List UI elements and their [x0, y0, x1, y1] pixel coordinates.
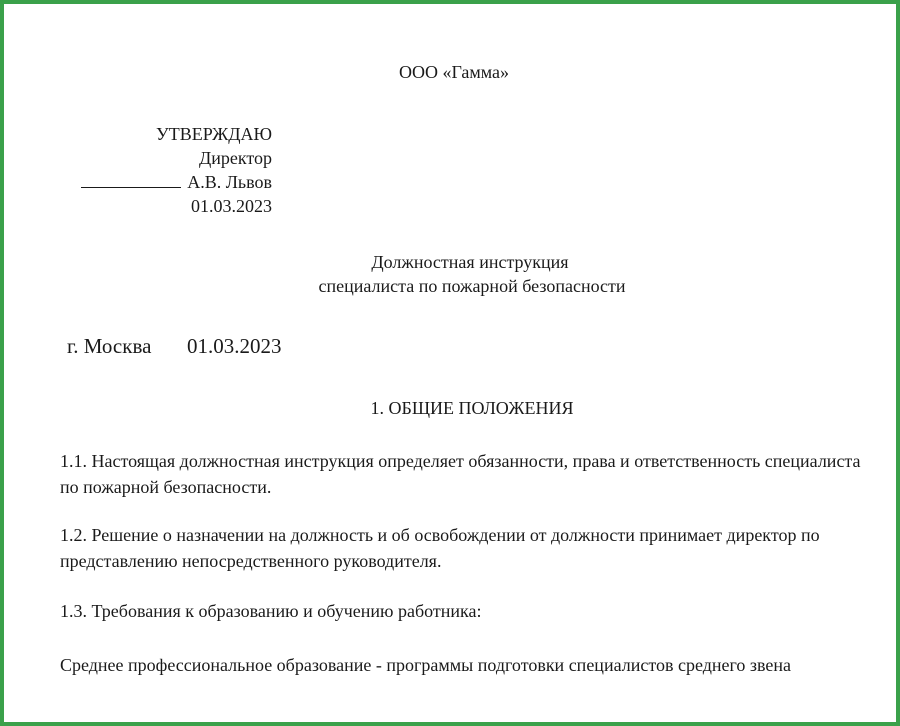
- paragraph-1-2: 1.2. Решение о назначении на должность и об освобождении от должности принимает директор по представлению непосредственного руководителя.: [60, 525, 820, 571]
- approval-signatory: А.В. Львов: [187, 172, 272, 192]
- approval-date: 01.03.2023: [191, 196, 272, 216]
- document-title-line1: Должностная инструкция: [371, 252, 569, 272]
- approval-signature-line: [64, 170, 272, 194]
- document-city: г. Москва: [67, 334, 152, 358]
- paragraph-education: Среднее профессиональное образование - программы подготовки специалистов среднего звена: [60, 655, 792, 675]
- document-title-line2: специалиста по пожарной безопасности: [318, 276, 626, 296]
- paragraph-1-3: 1.3. Требования к образованию и обучению работника:: [60, 601, 482, 621]
- signature-blank: [81, 173, 181, 188]
- document-date: 01.03.2023: [187, 334, 282, 358]
- approval-position: Директор: [198, 148, 272, 168]
- section-heading: 1. ОБЩИЕ ПОЛОЖЕНИЯ: [370, 398, 574, 418]
- organization-name: ООО «Гамма»: [398, 62, 510, 82]
- paragraph-1-1: 1.1. Настоящая должностная инструкция определяет обязанности, права и ответственность специалиста по пожарной безопасности.: [60, 451, 861, 497]
- approval-word: УТВЕРЖДАЮ: [155, 124, 272, 144]
